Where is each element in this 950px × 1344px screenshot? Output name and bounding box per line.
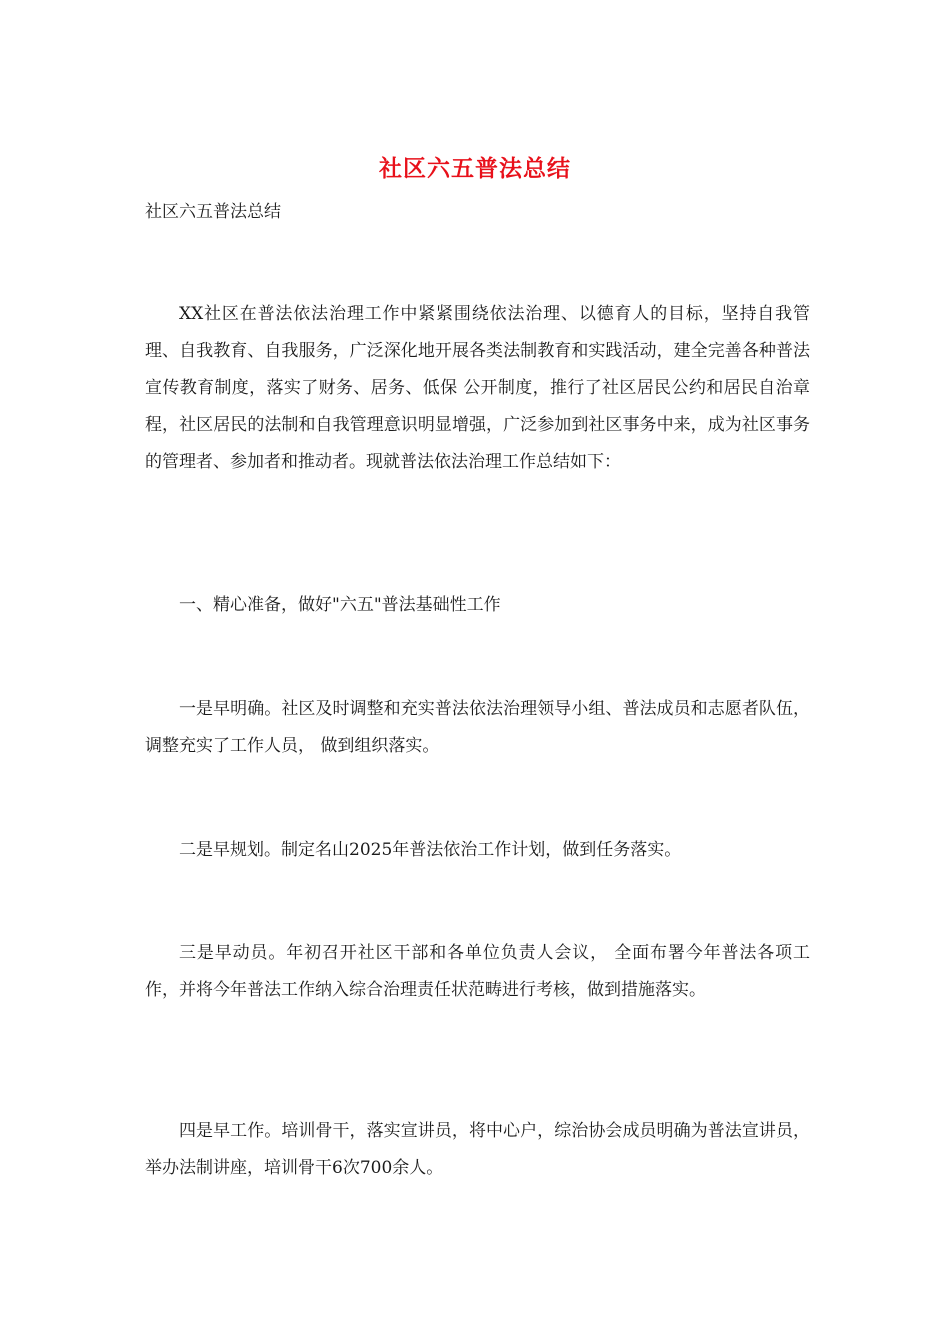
- intro-paragraph: XX社区在普法依法治理工作中紧紧围绕依法治理、以德育人的目标，坚持自我管理、自我教育、自我服务，广泛深化地开展各类法制教育和实践活动，建全完善各种普法宣传教育制度，落实了财务、居务、低保 公开制度，推行了社区居民公约和居民自治章程，社区居民的法制和自我管理意识明显增强，广泛参加到社区事务中来，成为社区事务的管理者、参加者和推动者。现就普法依法治理工作总结如下：: [145, 304, 810, 472]
- paragraph-early-clarify: 一是早明确。社区及时调整和充实普法依法治理领导小组、普法成员和志愿者队伍，调整充实了工作人员， 做到组织落实。: [145, 699, 810, 756]
- document-title: 社区六五普法总结: [379, 155, 571, 182]
- section-heading-one: 一、精心准备，做好"六五"普法基础性工作: [179, 595, 501, 615]
- paragraph-early-mobilize: 三是早动员。年初召开社区干部和各单位负责人会议， 全面布署今年普法各项工作，并将今年普法工作纳入综合治理责任状范畴进行考核，做到措施落实。: [145, 943, 810, 1000]
- paragraph-early-plan: 二是早规划。制定名山2025年普法依治工作计划，做到任务落实。: [179, 840, 682, 860]
- document-subtitle: 社区六五普法总结: [145, 202, 281, 222]
- paragraph-early-work: 四是早工作。培训骨干，落实宣讲员，将中心户，综治协会成员明确为普法宣讲员，举办法制讲座，培训骨干6次700余人。: [145, 1121, 810, 1178]
